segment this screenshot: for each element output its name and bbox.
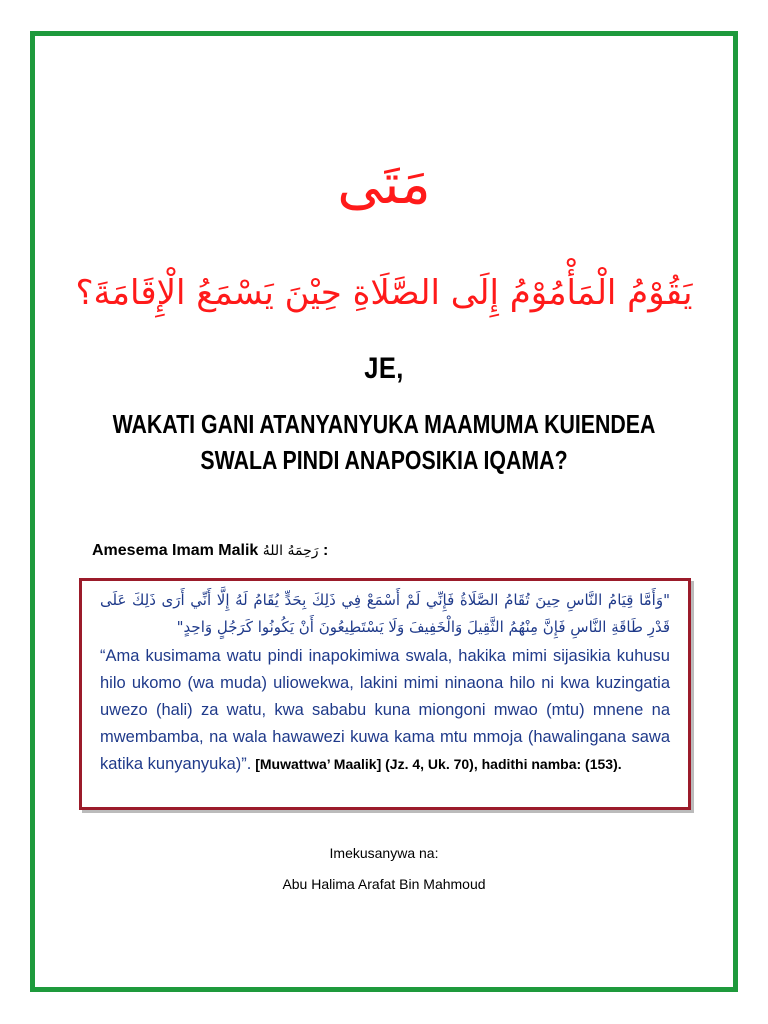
- je-heading: JE,: [364, 352, 404, 385]
- swahili-heading: [69, 406, 699, 478]
- compiler-name: Abu Halima Arafat Bin Mahmoud: [282, 876, 486, 892]
- quote-arabic: "وَأَمَّا قِيَامُ النَّاسِ حِينَ تُقَامُ الصَّلَاةُ فَإِنِّي لَمْ أَسْمَعْ فِي ذَلِكَ بِحَدٍّ يُقَامُ لَهُ إِلَّا أَنِّي أَرَى ذَلِكَ عَلَى قَدْرِ طَاقَةِ النَّاسِ فَإِنَّ مِنْهُمُ الثَّقِيلَ وَالْخَفِيفَ وَلَا يَسْتَطِيعُونَ أَنْ يَكُونُوا كَرَجُلٍ وَاحِدٍ": [100, 591, 670, 636]
- swahili-heading-line-1: WAKATI GANI ATANYANYUKA MAAMUMA KUIENDEA: [112, 409, 656, 439]
- quote-swahili-text: “Ama kusimama watu pindi inapokimiwa swala, hakika mimi sijasikia kuhusu hilo ukomo (wa muda) uliowekwa, lakini mimi ninaona hilo ni kwa kuzingatia uwezo (hali) za watu, kwa sababu kuna miongoni mwao (mtu) mnene na mwembamba, na wala hawawezi kuwa kama mtu mmoja (hawalingana sawa katika kunyanyuka)”.: [100, 647, 670, 773]
- arabic-honorific: رَحِمَهُ اللهُ: [262, 543, 319, 559]
- intro-line: [92, 542, 328, 560]
- quote-swahili: [100, 643, 670, 778]
- quote-reference: [Muwattwa’ Maalik] (Jz. 4, Uk. 70), hadithi namba: (153).: [251, 756, 622, 772]
- arabic-title-question: يَقُوْمُ الْمَأْمُوْمُ إِلَى الصَّلَاةِ حِيْنَ يَسْمَعُ الْإِقَامَةَ؟: [75, 273, 693, 313]
- quote-box: [79, 578, 691, 810]
- compiled-by-label: Imekusanywa na:: [329, 845, 439, 861]
- swahili-heading-line-2: SWALA PINDI ANAPOSIKIA IQAMA?: [200, 445, 568, 475]
- arabic-title-word: مَتَى: [337, 152, 431, 217]
- intro-text: Amesema Imam Malik: [92, 542, 259, 559]
- intro-colon: :: [322, 542, 329, 559]
